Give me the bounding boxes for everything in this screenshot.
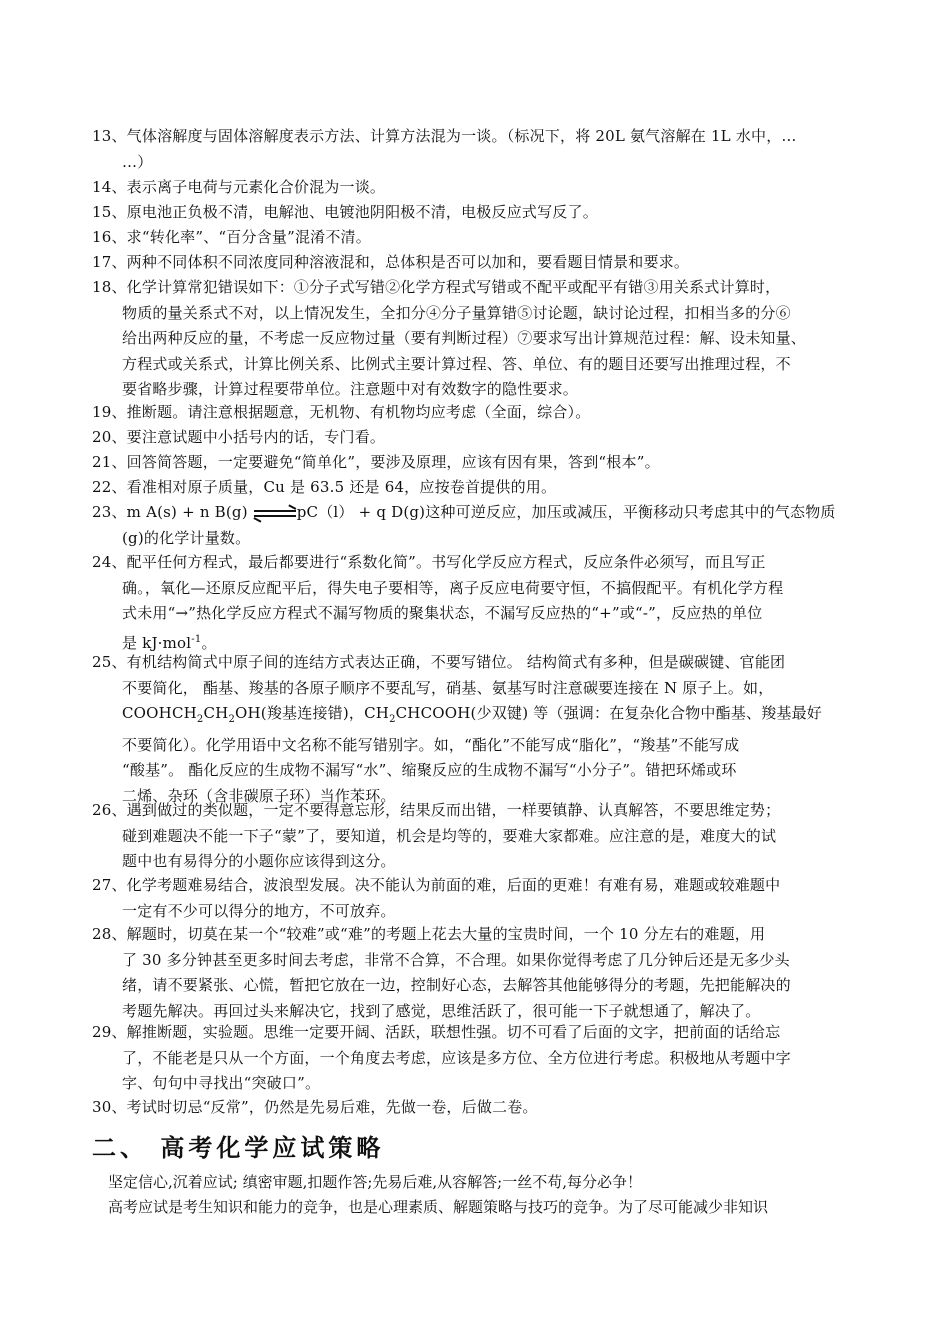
list-item-24	[92, 550, 862, 656]
reversible-arrow-icon	[254, 508, 296, 518]
list-item-25	[92, 650, 862, 809]
item-20-line-1: 20、要注意试题中小括号内的话，专门看。	[92, 428, 386, 446]
item-13-line-1: 13、气体溶解度与固体溶解度表示方法、计算方法混为一谈。（标况下，将 20L 氨气溶解在 1L 水中，…	[92, 127, 797, 145]
item-28-line-4: 考题先解决。再回过头来解决它，找到了感觉，思维活跃了，很可能一下子就想通了，解决了。	[122, 1001, 761, 1020]
item-26-line-2: 碰到难题决不能一下子“蒙”了，要知道，机会是均等的，要难大家都难。应注意的是，难度大的试	[122, 826, 777, 845]
item-24-line-3: 式未用“→”热化学反应方程式不漏写物质的聚集状态，不漏写反应热的“+”或“-”，反应热的单位	[122, 604, 763, 622]
list-item-14	[92, 175, 862, 201]
list-item-27	[92, 873, 862, 924]
item-29-line-2: 了，不能老是只从一个方面，一个角度去考虑，应该是多方位、全方位进行考虑。积极地从考题中字	[122, 1048, 791, 1067]
paragraph-1: 坚定信心,沉着应试; 缜密审题,扣题作答;先易后难,从容解答;一丝不苟,每分必争！	[108, 1173, 643, 1191]
list-item-20	[92, 425, 862, 451]
list-item-15	[92, 200, 862, 226]
list-item-16	[92, 225, 862, 251]
formula-subscript: 2	[228, 714, 236, 725]
formula-part: OH(羧基连接错)，CH	[235, 704, 390, 722]
item-24-line-1: 24、配平任何方程式，最后都要进行“系数化简”。书写化学反应方程式，反应条件必须写，而且写正	[92, 553, 766, 571]
item-23-equation-left: 23、m A(s) + n B(g)	[92, 503, 253, 521]
item-19-line-1: 19、推断题。请注意根据题意，无机物、有机物均应考虑（全面，综合）。	[92, 403, 591, 421]
item-24-line-2: 确。，氧化—还原反应配平后，得失电子要相等，离子反应电荷要守恒，不搞假配平。有机化学方程	[122, 578, 784, 597]
formula-part: CH	[203, 704, 229, 722]
formula-subscript: 2	[389, 714, 396, 725]
list-item-26	[92, 798, 862, 875]
list-item-28	[92, 922, 862, 1024]
item-27-line-2: 一定有不少可以得分的地方，不可放弃。	[122, 901, 396, 920]
item-23-line-1	[92, 500, 862, 526]
list-item-18	[92, 275, 862, 403]
list-item-19	[92, 400, 862, 426]
list-item-29	[92, 1020, 862, 1097]
item-29-line-1: 29、解推断题，实验题。思维一定要开阔、活跃，联想性强。切不可看了后面的文字，把前面的话给忘	[92, 1023, 781, 1041]
list-item-22	[92, 475, 862, 501]
item-15-line-1: 15、原电池正负极不清，电解池、电镀池阴阳极不清，电极反应式写反了。	[92, 203, 598, 221]
item-18-line-5: 要省略步骤，计算过程要带单位。注意题中对有效数字的隐性要求。	[122, 380, 579, 398]
item-27-line-1: 27、化学考题难易结合，波浪型发展。决不能认为前面的难，后面的更难！有难有易，难题或较难题中	[92, 876, 781, 894]
item-17-line-1: 17、两种不同体积不同浓度同种溶液混和，总体积是否可以加和，要看题目情景和要求。	[92, 253, 690, 271]
formula-subscript: 2	[196, 714, 204, 725]
item-14-line-1: 14、表示离子电荷与元素化合价混为一谈。	[92, 178, 386, 196]
item-26-line-3: 题中也有易得分的小题你应该得到这分。	[122, 852, 396, 870]
list-item-13	[92, 124, 862, 175]
list-item-17	[92, 250, 862, 276]
item-30-line-1: 30、考试时切忌“反常”，仍然是先易后难，先做一卷，后做二卷。	[92, 1098, 538, 1116]
item-28-line-3: 绪，请不要紧张、心慌，暂把它放在一边，控制好心态，去解答其他能够得分的考题，先把能解决的	[122, 976, 791, 994]
item-22-line-1: 22、看准相对原子质量，Cu 是 63.5 还是 64，应按卷首提供的用。	[92, 478, 557, 496]
item-25-line-4: 不要简化）。化学用语中文名称不能写错别字。如，“酯化”不能写成“脂化”，“羧基”不能写成	[122, 735, 740, 754]
section-heading: 二、 高考化学应试策略	[92, 1133, 385, 1162]
item-18-line-4: 方程式或关系式，计算比例关系、比例式主要计算过程、答、单位、有的题目还要写出推理过程，不	[122, 354, 791, 373]
formula-part: CHCOOH(少双键) 等（强调：在复杂化合物中酯基、羧基最好	[395, 704, 823, 722]
item-25-line-6: 二烯、杂环（含非碳原子环）当作苯环。	[122, 786, 396, 805]
item-13-line-2: …）	[122, 152, 153, 171]
list-item-30	[92, 1095, 862, 1121]
list-item-21	[92, 450, 862, 476]
item-28-line-1: 28、解题时，切莫在某一个“较难”或“难”的考题上花去大量的宝贵时间，一个 10 分左右的难题，用	[92, 925, 766, 943]
item-25-line-1: 25、有机结构简式中原子间的连结方式表达正确，不要写错位。 结构简式有多种，但是碳碳键、官能团	[92, 653, 786, 671]
item-18-line-3: 给出两种反应的量，不考虑一反应物过量（要有判断过程）⑦要求写出计算规范过程：解、设未知量、	[122, 329, 807, 347]
item-23-line-2: (g)的化学计量数。	[122, 528, 251, 547]
item-26-line-1: 26、遇到做过的类似题，一定不要得意忘形，结果反而出错，一样要镇静、认真解答，不要思维定势；	[92, 801, 781, 819]
unit-superscript: -1	[191, 633, 202, 645]
item-25-line-2: 不要简化， 酯基、羧基的各原子顺序不要乱写，硝基、氨基写时注意碳要连接在 N 原子上。如，	[122, 678, 774, 697]
item-25-formula-line	[92, 701, 862, 733]
formula-part: COOHCH	[122, 704, 197, 722]
item-21-line-1: 21、回答简答题，一定要避免“简单化”，要涉及原理，应该有因有果，答到“根本”。	[92, 453, 660, 471]
list-item-23	[92, 500, 862, 551]
item-25-line-5: “酸基”。 酯化反应的生成物不漏写“水”、缩聚反应的生成物不漏写“小分子”。错把环烯或环	[122, 761, 737, 779]
item-18-line-1: 18、化学计算常犯错误如下：①分子式写错②化学方程式写错或不配平或配平有错③用关系式计算时，	[92, 278, 781, 296]
item-28-line-2: 了 30 多分钟甚至更多时间去考虑，非常不合算，不合理。如果你觉得考虑了几分钟后还是无多少头	[122, 950, 790, 969]
unit-prefix: 是 kJ·mol	[122, 633, 192, 652]
paragraph-2: 高考应试是考生知识和能力的竞争，也是心理素质、解题策略与技巧的竞争。为了尽可能减少非知识	[108, 1198, 769, 1216]
item-23-equation-right: pC（l） + q D(g)这种可逆反应，加压或减压，平衡移动只考虑其中的气态物质	[296, 503, 836, 521]
item-29-line-3: 字、句句中寻找出“突破口”。	[122, 1074, 321, 1092]
item-18-line-2: 物质的量关系式不对，以上情况发生，全扣分④分子量算错⑤讨论题，缺讨论过程，扣相当多的分⑥	[122, 303, 791, 322]
unit-suffix: 。	[201, 633, 217, 652]
item-16-line-1: 16、求“转化率”、“百分含量”混淆不清。	[92, 228, 371, 246]
